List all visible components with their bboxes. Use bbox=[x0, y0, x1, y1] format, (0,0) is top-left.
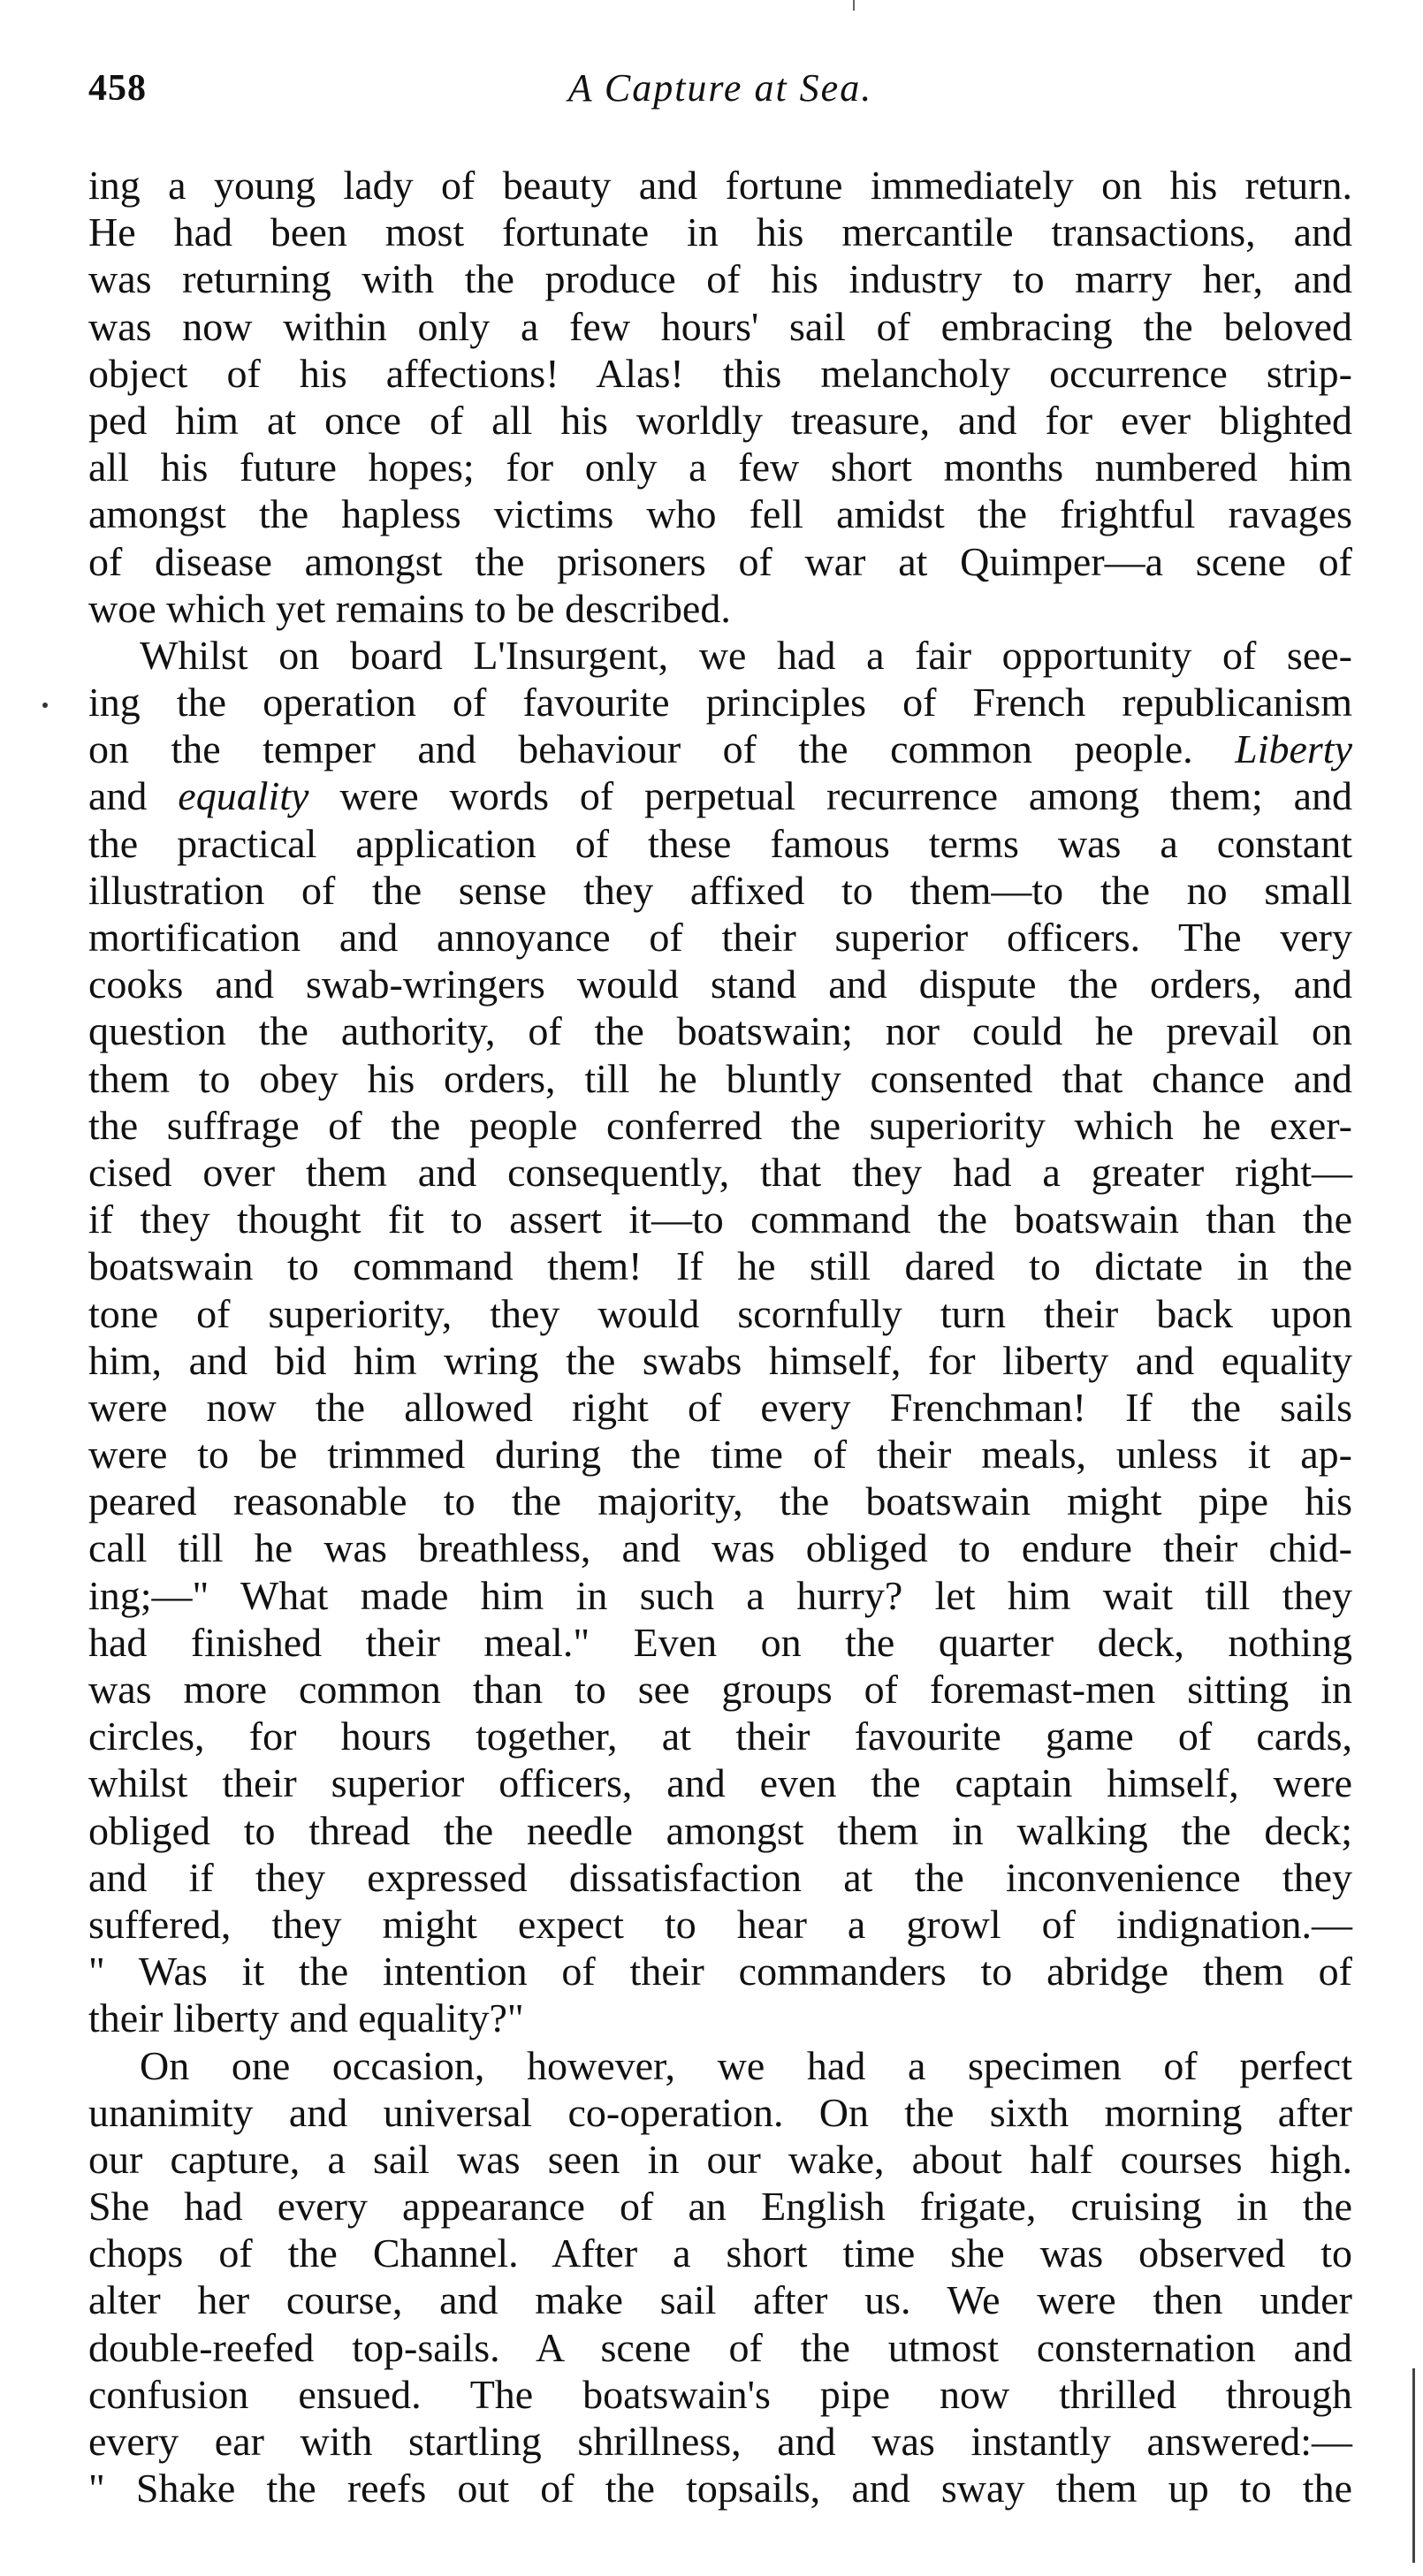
text-line-with-italic bbox=[88, 726, 1352, 772]
text-line: boatswain to command them! If he still dared to dictate in the bbox=[88, 1243, 1352, 1289]
text-line: the suffrage of the people conferred the superiority which he exer- bbox=[88, 1102, 1352, 1148]
paragraph-3 bbox=[88, 2042, 1352, 2512]
italic-word: Liberty bbox=[1235, 726, 1353, 772]
text-line-with-italic bbox=[88, 772, 1352, 819]
text-segment: on the temper and behaviour of the common people. bbox=[88, 726, 1193, 772]
text-line: whilst their superior officers, and even the captain himself, were bbox=[88, 1760, 1352, 1806]
text-line: illustration of the sense they affixed to them—to the no small bbox=[88, 867, 1352, 913]
text-segment: were words of perpetual recurrence among them; and bbox=[308, 773, 1353, 819]
page-number: 458 bbox=[88, 68, 147, 109]
text-line: and if they expressed dissatisfaction at the inconvenience they bbox=[88, 1854, 1352, 1900]
text-line: ing a young lady of beauty and fortune immediately on his return. bbox=[88, 163, 1352, 208]
text-line: was returning with the produce of his industry to marry her, and bbox=[88, 256, 1352, 302]
margin-dot bbox=[42, 703, 48, 708]
text-line: were to be trimmed during the time of their meals, unless it ap- bbox=[88, 1432, 1352, 1478]
page-header bbox=[88, 62, 1352, 124]
body-text bbox=[88, 162, 1352, 2511]
text-line: ped him at once of all his worldly treasure, and for ever blighted bbox=[88, 397, 1352, 443]
text-line: alter her course, and make sail after us. We were then under bbox=[88, 2277, 1352, 2323]
text-line: if they thought fit to assert it—to command the boatswain than the bbox=[88, 1197, 1352, 1242]
text-line: them to obey his orders, till he bluntly consented that chance and bbox=[88, 1055, 1352, 1101]
text-line: him, and bid him wring the swabs himself, for liberty and equality bbox=[88, 1337, 1352, 1383]
text-line: had finished their meal." Even on the quarter deck, nothing bbox=[88, 1619, 1352, 1665]
text-line: suffered, they might expect to hear a growl of indignation.— bbox=[88, 1901, 1352, 1947]
top-edge-mark bbox=[853, 0, 855, 11]
text-line: On one occasion, however, we had a specimen of perfect bbox=[140, 2042, 1352, 2088]
text-line: peared reasonable to the majority, the boatswain might pipe his bbox=[88, 1478, 1352, 1524]
text-line: was more common than to see groups of foremast-men sitting in bbox=[88, 1667, 1352, 1712]
italic-word: equality bbox=[178, 773, 309, 819]
page-edge-rule bbox=[1412, 2368, 1415, 2563]
running-title: A Capture at Sea. bbox=[567, 66, 873, 110]
text-line: their liberty and equality?" bbox=[88, 1995, 524, 2041]
text-line: ing the operation of favourite principles of French republicanism bbox=[88, 680, 1352, 726]
text-line: " Shake the reefs out of the topsails, and sway them up to the bbox=[88, 2466, 1352, 2511]
text-line: chops of the Channel. After a short time she was observed to bbox=[88, 2230, 1352, 2276]
text-line: object of his affections! Alas! this melancholy occurrence strip- bbox=[88, 350, 1352, 396]
text-line: confusion ensued. The boatswain's pipe now thrilled through bbox=[88, 2371, 1352, 2417]
text-line: ing;—" What made him in such a hurry? let him wait till they bbox=[88, 1572, 1352, 1618]
paragraph-1 bbox=[88, 162, 1352, 632]
text-line: were now the allowed right of every Frenchman! If the sails bbox=[88, 1384, 1352, 1430]
text-line: Whilst on board L'Insurgent, we had a fair opportunity of see- bbox=[140, 632, 1352, 678]
text-line: obliged to thread the needle amongst them in walking the deck; bbox=[88, 1807, 1352, 1853]
text-line: every ear with startling shrillness, and was instantly answered:— bbox=[88, 2419, 1352, 2464]
text-line: He had been most fortunate in his mercantile transactions, and bbox=[88, 209, 1352, 255]
text-line: cised over them and consequently, that they had a greater right— bbox=[88, 1149, 1352, 1195]
text-line: unanimity and universal co-operation. On the sixth morning after bbox=[88, 2089, 1352, 2135]
text-line: amongst the hapless victims who fell amidst the frightful ravages bbox=[88, 491, 1352, 537]
text-line: was now within only a few hours' sail of embracing the beloved bbox=[88, 303, 1352, 349]
text-line: cooks and swab-wringers would stand and dispute the orders, and bbox=[88, 961, 1352, 1007]
paragraph-2 bbox=[88, 632, 1352, 2042]
text-line: " Was it the intention of their commanders to abridge them of bbox=[88, 1949, 1352, 1995]
text-line: the practical application of these famous terms was a constant bbox=[88, 820, 1352, 866]
text-line: She had every appearance of an English frigate, cruising in the bbox=[88, 2184, 1352, 2230]
text-line: of disease amongst the prisoners of war at Quimper—a scene of bbox=[88, 538, 1352, 584]
text-line: tone of superiority, they would scornfully turn their back upon bbox=[88, 1290, 1352, 1336]
text-line: mortification and annoyance of their superior officers. The very bbox=[88, 915, 1352, 960]
text-segment: and bbox=[88, 773, 179, 819]
text-line: all his future hopes; for only a few short months numbered him bbox=[88, 445, 1352, 490]
text-line: question the authority, of the boatswain; nor could he prevail on bbox=[88, 1008, 1352, 1054]
text-line: call till he was breathless, and was obliged to endure their chid- bbox=[88, 1525, 1352, 1571]
text-line: our capture, a sail was seen in our wake, about half courses high. bbox=[88, 2136, 1352, 2182]
text-line: double-reefed top-sails. A scene of the utmost consternation and bbox=[88, 2324, 1352, 2370]
text-line: woe which yet remains to be described. bbox=[88, 585, 731, 631]
text-line: circles, for hours together, at their favourite game of cards, bbox=[88, 1714, 1352, 1759]
